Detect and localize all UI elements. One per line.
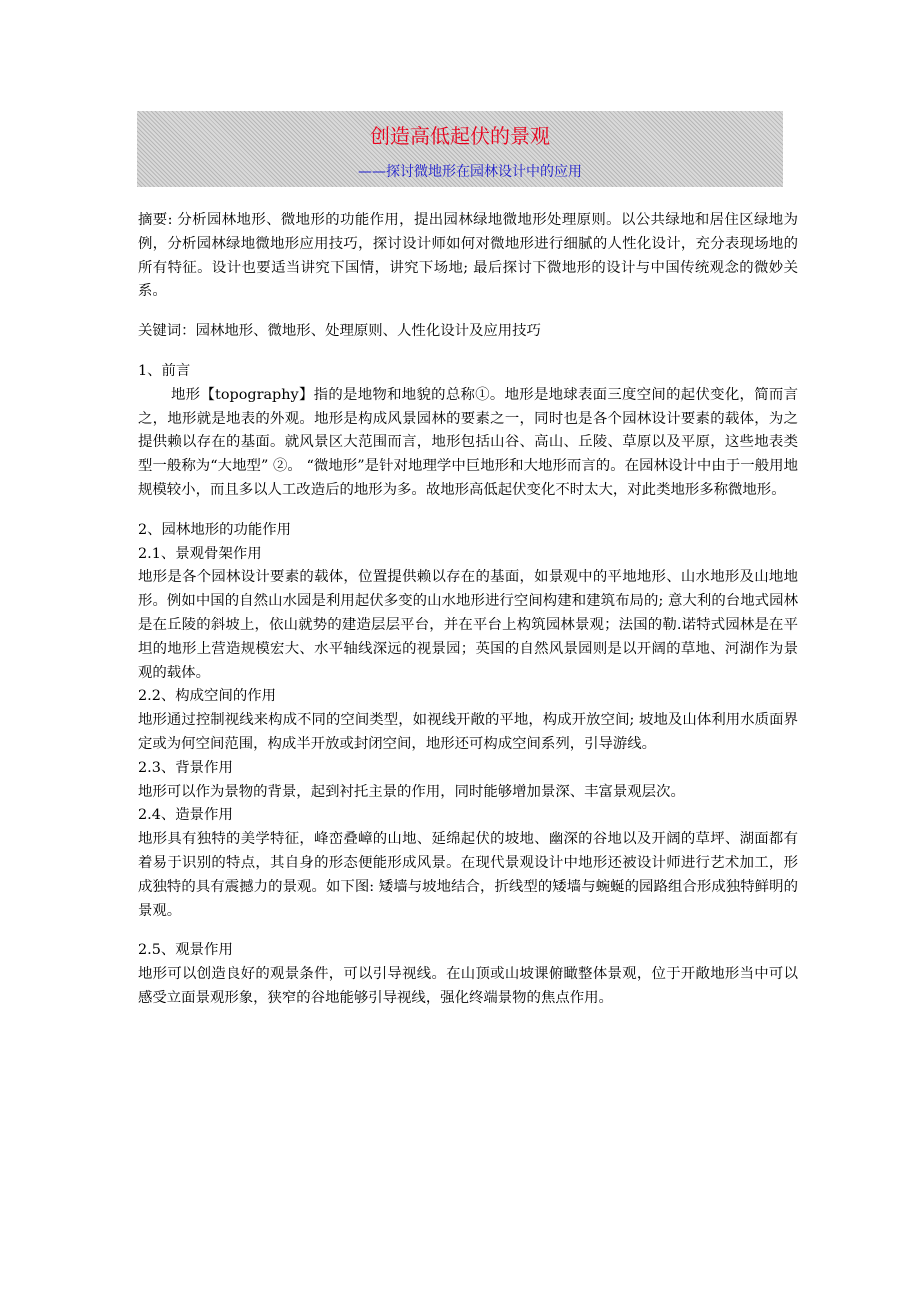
document-body: [138, 209, 798, 1011]
section-2-3-body: 地形可以作为景物的背景，起到衬托主景的作用，同时能够增加景深、丰富景观层次。: [138, 783, 685, 800]
section-2-1-heading: 2.1、景观骨架作用: [138, 545, 262, 562]
section-2-5-heading: 2.5、观景作用: [138, 942, 233, 959]
section-2-heading: 2、园林地形的功能作用: [138, 521, 292, 538]
keywords-line: 关键词：园林地形、微地形、处理原则、人性化设计及应用技巧: [138, 323, 541, 340]
title-banner: [137, 111, 783, 187]
section-2-4-body: 地形具有独特的美学特征，峰峦叠嶂的山地、延绵起伏的坡地、幽深的谷地以及开阔的草坪、湖面都有着易于识别的特点，其自身的形态便能形成风景。在现代景观设计中地形还被设计师进行艺术加工，形成独特的具有震撼力的景观。如下图: 矮墙与坡地结合，折线型的矮墙与蜿蜒的园路组合形成独特鲜明的景观。: [138, 831, 798, 919]
section-2-2-heading: 2.2、构成空间的作用: [138, 688, 277, 705]
section-2-4-heading: 2.4、造景作用: [138, 807, 233, 824]
page-title: 创造高低起伏的景观: [370, 124, 550, 148]
section-1-body: 地形【topography】指的是地物和地貌的总称①。地形是地球表面三度空间的起伏变化，简而言之，地形就是地表的外观。地形是构成风景园林的要素之一，同时也是各个园林设计要素的载体，为之提供赖以存在的基面。就风景区大范围而言，地形包括山谷、高山、丘陵、草原以及平原，这些地表类型一般称为“大地型” ②。 “微地形”是针对地理学中巨地形和大地形而言的。在园林设计中由于一般用地规模较小，而且多以人工改造后的地形为多。故地形高低起伏变化不时太大，对此类地形多称微地形。: [138, 386, 798, 498]
section-2-5-body: 地形可以创造良好的观景条件，可以引导视线。在山顶或山坡课俯瞰整体景观，位于开敞地形当中可以感受立面景观形象，狭窄的谷地能够引导视线，强化终端景物的焦点作用。: [138, 966, 798, 1006]
abstract-paragraph: 摘要: 分析园林地形、微地形的功能作用，提出园林绿地微地形处理原则。以公共绿地和居住区绿地为例，分析园林绿地微地形应用技巧，探讨设计师如何对微地形进行细腻的人性化设计，充分表现场地的所有特征。设计也要适当讲究下国情，讲究下场地; 最后探讨下微地形的设计与中国传统观念的微妙关系。: [138, 212, 798, 300]
section-2-3-heading: 2.3、背景作用: [138, 759, 233, 776]
section-1-heading: 1、前言: [138, 362, 191, 379]
section-2-1-body: 地形是各个园林设计要素的载体，位置提供赖以存在的基面，如景观中的平地地形、山水地形及山地地形。例如中国的自然山水园是利用起伏多变的山水地形进行空间构建和建筑布局的; 意大利的台地式园林是在丘陵的斜坡上，依山就势的建造层层平台，并在平台上构筑园林景观；法国的勒.诺特式园林是在平坦的地形上营造规模宏大、水平轴线深远的视景园；英国的自然风景园则是以开阔的草地、河湖作为景观的载体。: [138, 569, 798, 681]
page-subtitle: ——探讨微地形在园林设计中的应用: [358, 164, 582, 180]
section-2-2-body: 地形通过控制视线来构成不同的空间类型，如视线开敞的平地，构成开放空间; 坡地及山体利用水质面界定或为何空间范围，构成半开放或封闭空间，地形还可构成空间系列，引导游线。: [138, 712, 798, 752]
